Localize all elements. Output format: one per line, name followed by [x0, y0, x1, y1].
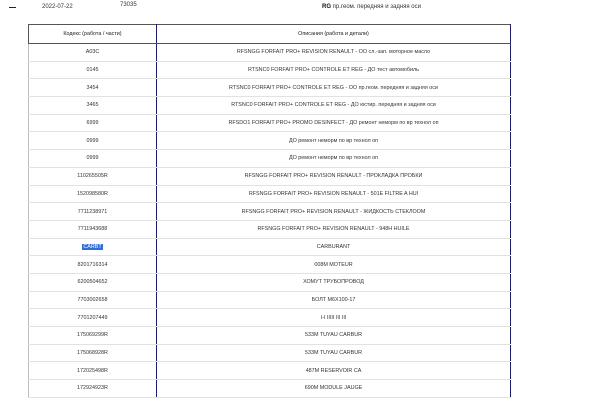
part-code: 0999	[86, 137, 99, 144]
part-code: 7711238971	[77, 208, 108, 215]
part-description: RTSNC0 FORFAIT PRO+ CONTROLE ET REG - ДО юстир. передняя и задняя оси	[231, 102, 436, 109]
part-code: 7703002658	[77, 296, 108, 303]
table-row[interactable]	[29, 97, 511, 115]
part-description-cell[interactable]	[157, 291, 511, 309]
part-code-cell[interactable]	[29, 256, 157, 274]
part-description-cell[interactable]	[157, 132, 511, 150]
part-code-cell[interactable]	[29, 114, 157, 132]
table-row[interactable]	[29, 344, 511, 362]
order-date: 2022-07-22	[42, 4, 73, 10]
part-code: 7701207449	[77, 314, 108, 321]
part-code-cell[interactable]	[29, 309, 157, 327]
table-row[interactable]	[29, 362, 511, 380]
table-row[interactable]	[29, 256, 511, 274]
part-description-cell[interactable]	[157, 185, 511, 203]
part-code-cell[interactable]	[29, 344, 157, 362]
part-description-cell[interactable]	[157, 167, 511, 185]
part-code: A03C	[85, 49, 100, 56]
part-description-cell[interactable]	[157, 220, 511, 238]
part-description: БОЛТ М6Х100-17	[311, 296, 356, 303]
part-description: RFSNGG FORFAIT PRO+ REVISION RENAULT - ОО сл.-зап. моторное масло	[236, 49, 431, 56]
table-row[interactable]	[29, 291, 511, 309]
part-code-cell[interactable]	[29, 97, 157, 115]
part-code-cell[interactable]	[29, 327, 157, 345]
table-row[interactable]	[29, 327, 511, 345]
part-description: RTSNC0 FORFAIT PRO+ CONTROLE ET REG - ДО тест автомобиль	[248, 67, 419, 74]
parts-table	[28, 24, 511, 398]
table-row[interactable]	[29, 44, 511, 62]
table-row[interactable]	[29, 79, 511, 97]
part-description-cell[interactable]	[157, 203, 511, 221]
table-row[interactable]	[29, 220, 511, 238]
part-description: ХОМУТ ТРУБОПРОВОД	[303, 279, 364, 286]
part-description-cell[interactable]	[157, 61, 511, 79]
part-description: RTSNC0 FORFAIT PRO+ CONTROLE ET REG - ОО пр.геом. передняя и задняя оси	[229, 84, 438, 91]
table-row[interactable]	[29, 185, 511, 203]
part-description-cell[interactable]	[157, 79, 511, 97]
part-code: 0999	[86, 155, 99, 162]
part-description: 487M RESERVOIR CA	[305, 367, 362, 374]
part-code-cell[interactable]	[29, 273, 157, 291]
column-header-code: Кодекс (работа / части)	[29, 25, 157, 44]
table-row[interactable]	[29, 132, 511, 150]
part-description-cell[interactable]	[157, 114, 511, 132]
part-description-cell[interactable]	[157, 238, 511, 256]
part-description-cell[interactable]	[157, 273, 511, 291]
part-code-cell[interactable]	[29, 238, 157, 256]
part-code: 175068928R	[77, 350, 108, 357]
part-description-cell[interactable]	[157, 97, 511, 115]
table-row[interactable]	[29, 167, 511, 185]
part-description: 008M MOTEUR	[314, 261, 353, 268]
table-row[interactable]	[29, 61, 511, 79]
part-description: RFSNGG FORFAIT PRO+ REVISION RENAULT - ЖИДКОСТЬ СТЕКЛООМ	[241, 208, 426, 215]
table-row[interactable]	[29, 273, 511, 291]
part-code-cell[interactable]	[29, 79, 157, 97]
part-description: RFSNGG FORFAIT PRO+ REVISION RENAULT - 948H HUILE	[257, 226, 410, 233]
part-description: RFSDO1 FORFAIT PRO+ PROMO DESINFECT - ДО ремонт неморм по вр технол оп	[228, 120, 439, 127]
order-description-text: пр.геом. передняя и задняя оси	[331, 4, 421, 10]
part-description-cell[interactable]	[157, 380, 511, 398]
part-code: 3465	[86, 102, 99, 109]
part-code-cell[interactable]	[29, 185, 157, 203]
part-description-cell[interactable]	[157, 362, 511, 380]
collapse-minus-icon[interactable]	[9, 7, 16, 8]
part-code: 172924923R	[77, 385, 108, 392]
part-description-cell[interactable]	[157, 256, 511, 274]
part-code-cell[interactable]	[29, 203, 157, 221]
part-code-cell[interactable]	[29, 220, 157, 238]
part-code: 172025498R	[77, 367, 108, 374]
part-code: 3454	[86, 84, 99, 91]
table-row[interactable]	[29, 150, 511, 168]
part-description: ДО ремонт неморм по вр технол оп	[288, 155, 379, 162]
part-description-cell[interactable]	[157, 344, 511, 362]
part-description: I-I IIIII III III	[320, 314, 347, 321]
part-description: ДО ремонт неморм по вр технол оп	[288, 137, 379, 144]
order-code: 73035	[120, 2, 137, 8]
part-code: 110265505R	[77, 173, 108, 180]
part-description: RFSNGG FORFAIT PRO+ REVISION RENAULT - ПРОКЛАДКА ПРОБКИ	[244, 173, 423, 180]
part-code: 0145	[86, 67, 99, 74]
part-code: 6999	[86, 120, 99, 127]
order-summary-row[interactable]	[0, 0, 612, 17]
table-body	[29, 44, 511, 398]
part-description: CARBURANT	[316, 243, 351, 250]
part-description-cell[interactable]	[157, 150, 511, 168]
order-description	[322, 4, 421, 10]
part-code-cell[interactable]	[29, 362, 157, 380]
table-row[interactable]	[29, 309, 511, 327]
part-code-cell[interactable]	[29, 380, 157, 398]
column-header-description: Описания (работа и детали)	[157, 25, 511, 44]
part-code-cell[interactable]	[29, 167, 157, 185]
part-code-cell[interactable]	[29, 61, 157, 79]
spacer	[0, 16, 612, 24]
part-code-cell[interactable]	[29, 44, 157, 62]
table-row[interactable]	[29, 238, 511, 256]
table-header-row	[29, 25, 511, 44]
part-description-cell[interactable]	[157, 44, 511, 62]
table-row[interactable]	[29, 380, 511, 398]
order-description-prefix: RG	[322, 4, 331, 10]
part-code: CARBT	[83, 243, 102, 250]
table-row[interactable]	[29, 203, 511, 221]
part-description: 533M TUYAU CARBUR	[304, 350, 362, 357]
part-description: 533M TUYAU CARBUR	[304, 332, 362, 339]
part-description-cell[interactable]	[157, 327, 511, 345]
part-code: 152098580R	[77, 190, 108, 197]
part-code-cell[interactable]	[29, 150, 157, 168]
part-code: 6200504652	[77, 279, 108, 286]
part-code-cell[interactable]	[29, 291, 157, 309]
part-code: 7711943688	[77, 226, 108, 233]
part-code: 175069299R	[77, 332, 108, 339]
table-row[interactable]	[29, 114, 511, 132]
part-description: 690M MODULE JAUGE	[304, 385, 363, 392]
part-code: 8201716314	[77, 261, 108, 268]
part-description-cell[interactable]	[157, 309, 511, 327]
part-description: RFSNGG FORFAIT PRO+ REVISION RENAULT - 501E FILTRE A HUI	[248, 190, 419, 197]
part-code-cell[interactable]	[29, 132, 157, 150]
